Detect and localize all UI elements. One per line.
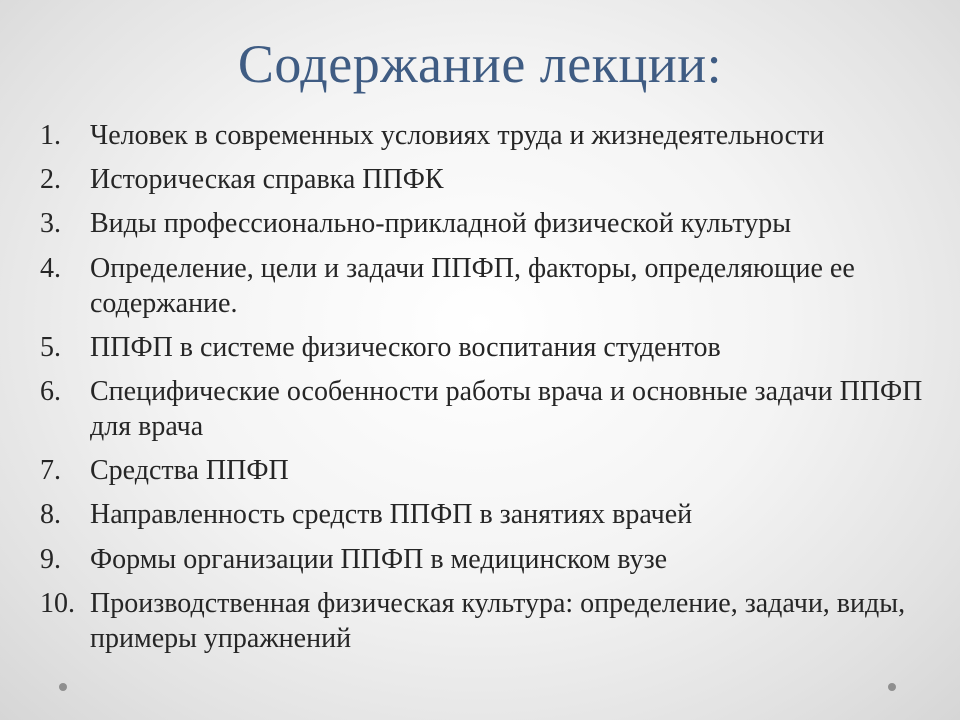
list-item [40, 586, 940, 656]
decorative-dot-left [59, 683, 67, 691]
slide-title: Содержание лекции: [237, 34, 723, 94]
list-item-number: 4. [40, 252, 61, 284]
list-item-number: 1. [40, 120, 61, 151]
list-item-text: Виды профессионально-прикладной физической культуры [90, 208, 792, 240]
decorative-dot-right [888, 683, 896, 691]
list-item-text: Направленность средств ППФП в занятиях врачей [90, 499, 693, 531]
list-item [40, 251, 940, 321]
list-item-number: 9. [40, 543, 61, 575]
list-item [40, 162, 940, 197]
list-item-number: 2. [40, 164, 61, 196]
list-item [40, 330, 940, 365]
list-item [40, 206, 940, 241]
list-item-number: 8. [40, 499, 61, 531]
list-item-text: Средства ППФП [90, 455, 289, 487]
list-item-text: Человек в современных условиях труда и жизнедеятельности [90, 120, 825, 151]
list-item-text: Определение, цели и задачи ППФП, факторы, определяющие ее содержание. [90, 252, 855, 319]
list-item [40, 453, 940, 488]
list-item-number: 6. [40, 375, 61, 407]
list-item [40, 497, 940, 532]
list-item-number: 3. [40, 208, 61, 240]
list-item-number: 7. [40, 455, 61, 487]
list-item-text: Производственная физическая культура: определение, задачи, виды, примеры упражнений [90, 587, 906, 654]
list-item-text: Историческая справка ППФК [90, 164, 444, 196]
list-item [40, 118, 940, 153]
list-item-text: Специфические особенности работы врача и основные задачи ППФП для врача [90, 375, 923, 442]
list-item [40, 542, 940, 577]
list-item-text: ППФП в системе физического воспитания студентов [90, 331, 721, 363]
contents-list [40, 118, 940, 665]
list-item-number: 5. [40, 331, 61, 363]
list-item-number: 10. [40, 587, 75, 619]
list-item-text: Формы организации ППФП в медицинском вузе [90, 543, 668, 575]
list-item [40, 374, 940, 444]
